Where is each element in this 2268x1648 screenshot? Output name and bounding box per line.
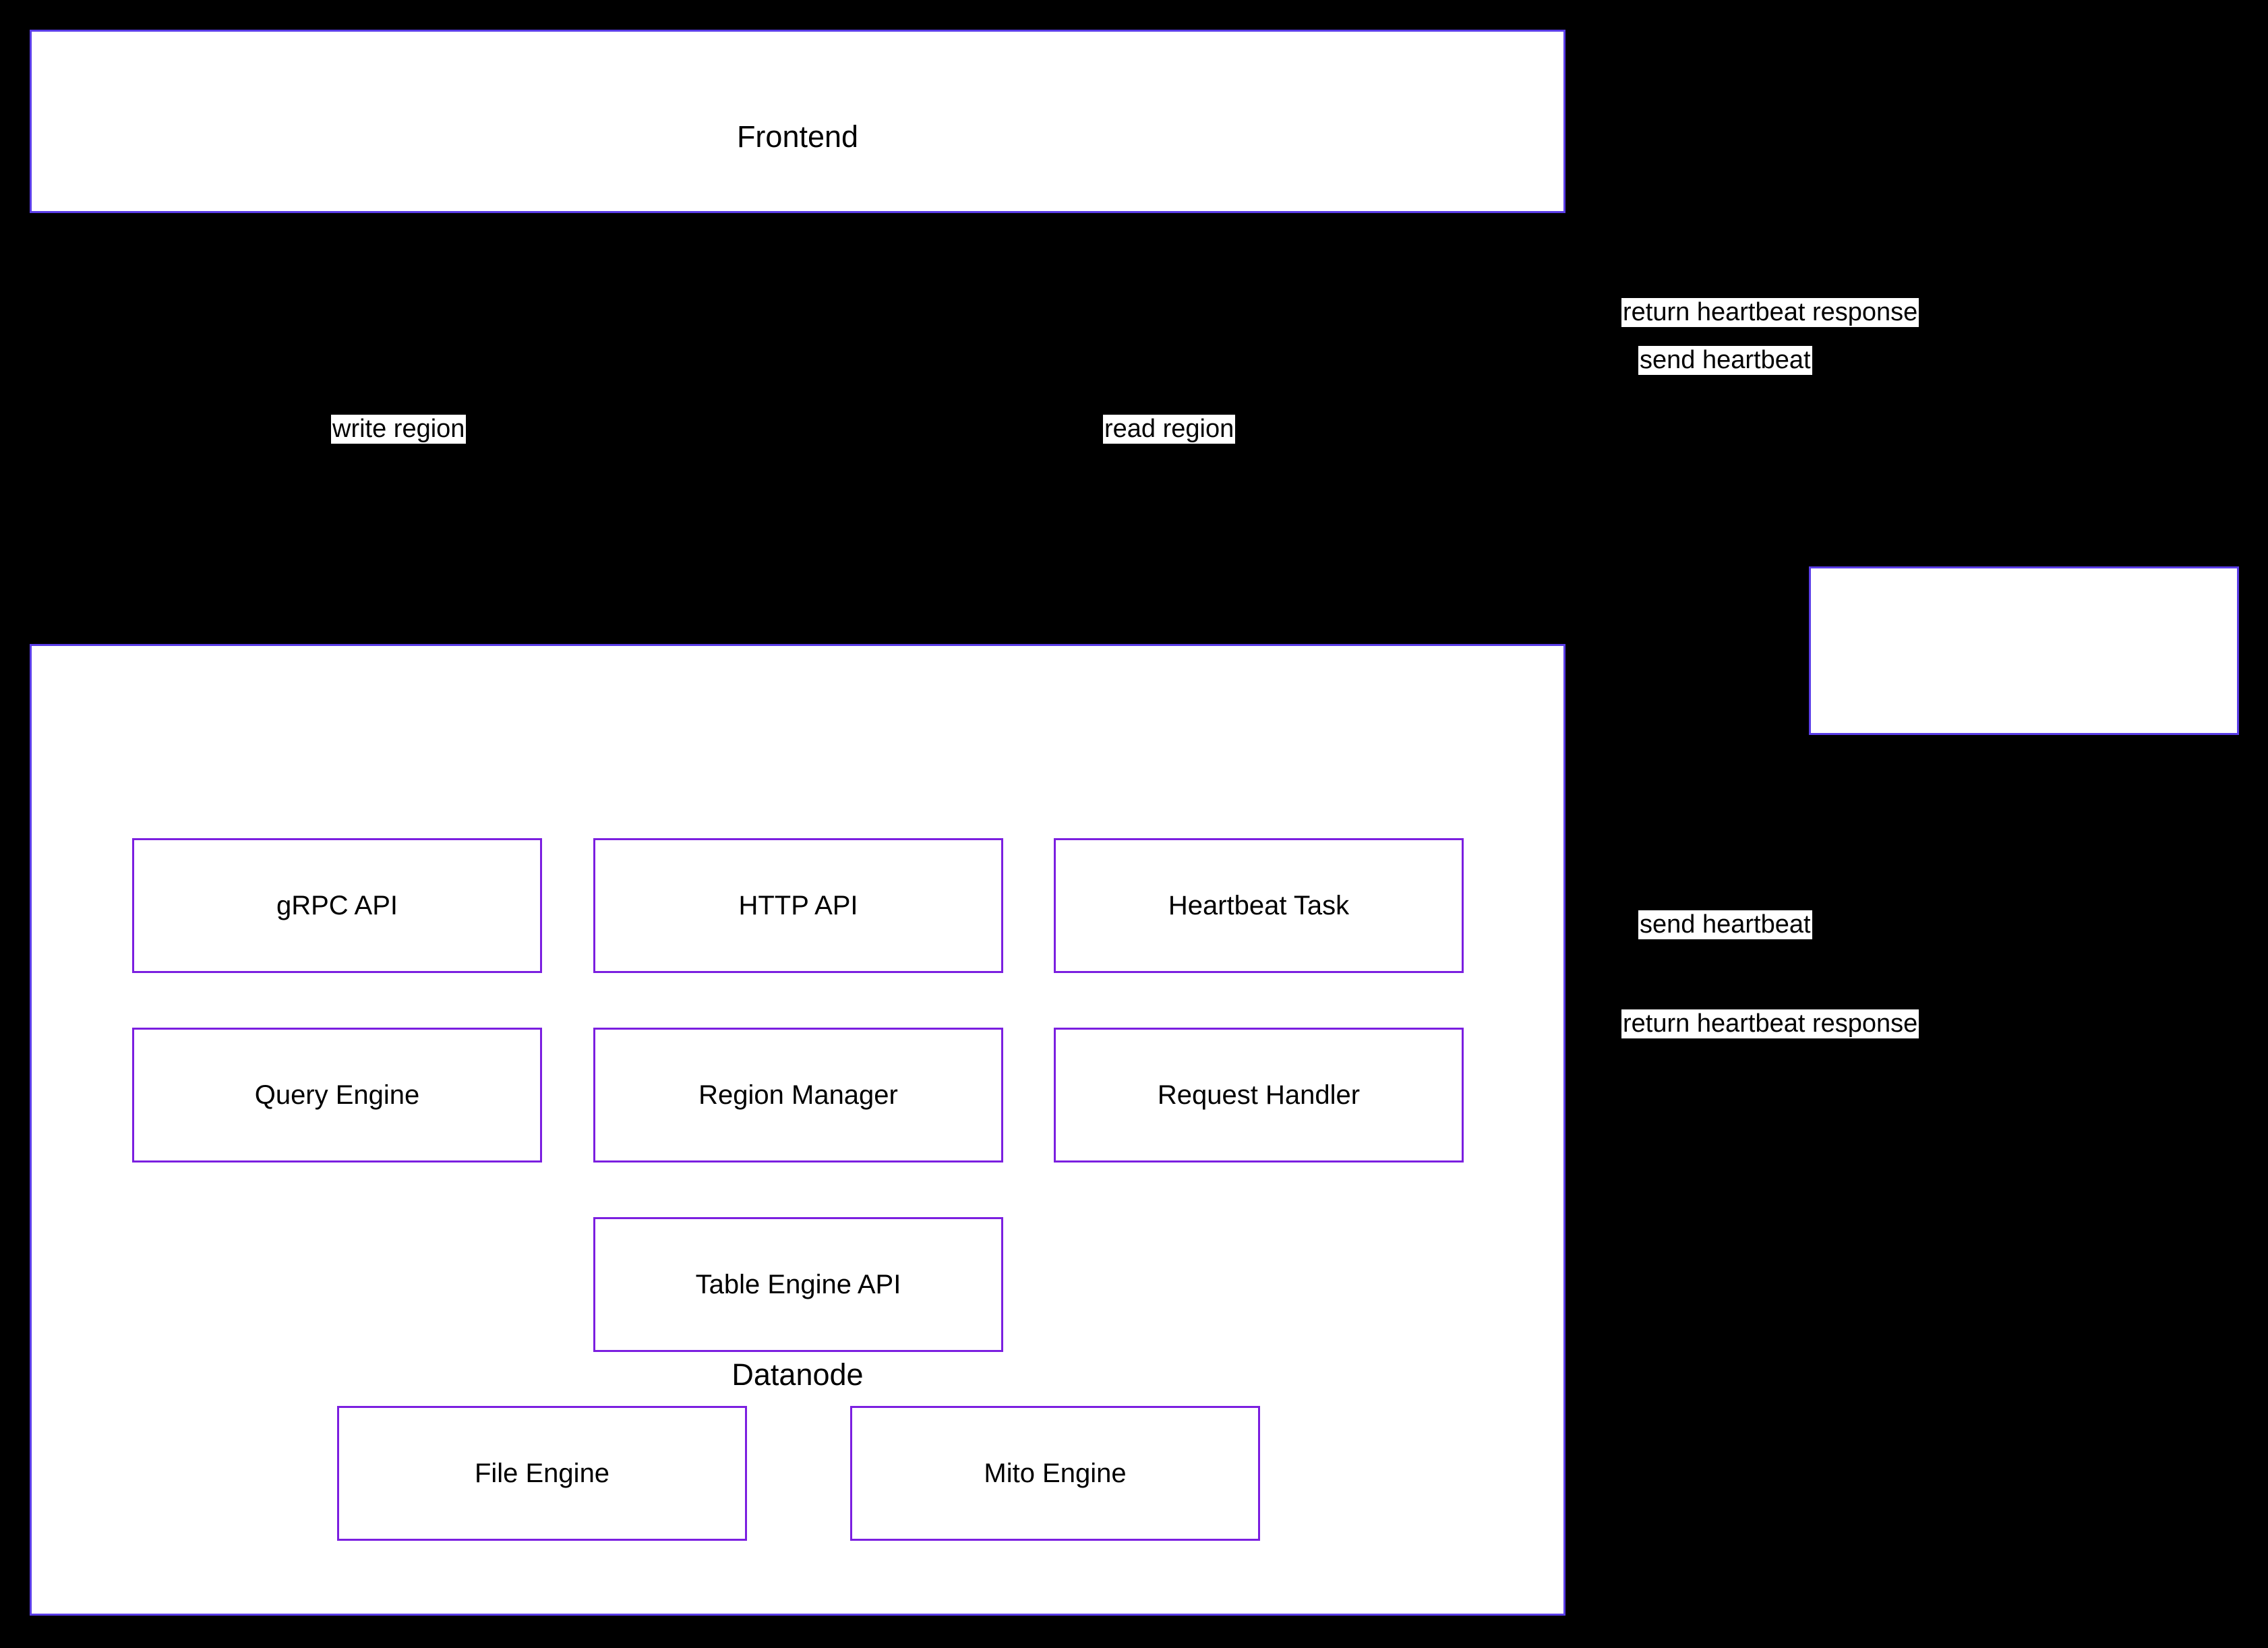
edge-label-return-heartbeat-response-top: return heartbeat response — [1623, 298, 1918, 326]
edge-label-send-heartbeat-top: send heartbeat — [1640, 346, 1811, 374]
component-file-engine[interactable] — [337, 1406, 747, 1541]
component-label: File Engine — [474, 1458, 610, 1488]
component-label: Request Handler — [1157, 1080, 1361, 1110]
component-label: Mito Engine — [984, 1458, 1127, 1488]
edge-label-send-heartbeat-bottom: send heartbeat — [1640, 910, 1811, 939]
component-http-api[interactable] — [593, 838, 1003, 973]
frontend-node[interactable] — [30, 30, 1565, 213]
edge-label-write-region: write region — [332, 415, 465, 443]
component-heartbeat-task[interactable] — [1054, 838, 1464, 973]
component-label: Region Manager — [698, 1080, 898, 1110]
component-label: Query Engine — [254, 1080, 420, 1110]
edge-label-read-region: read region — [1104, 415, 1234, 443]
edge-label-return-heartbeat-response-bottom: return heartbeat response — [1623, 1009, 1918, 1038]
component-label: HTTP API — [738, 890, 858, 920]
meta-server-title: Meta server — [1944, 1196, 2104, 1230]
connector-datanode-meta — [1565, 971, 1809, 973]
component-query-engine[interactable] — [132, 1028, 542, 1163]
component-region-manager[interactable] — [593, 1028, 1003, 1163]
component-label: Table Engine API — [695, 1269, 901, 1299]
component-mito-engine[interactable] — [850, 1406, 1260, 1541]
frontend-title: Frontend — [736, 119, 859, 154]
component-table-engine-api[interactable] — [593, 1217, 1003, 1352]
meta-server-node[interactable] — [1809, 566, 2239, 1230]
component-label: Heartbeat Task — [1168, 890, 1350, 920]
component-grpc-api[interactable] — [132, 838, 542, 973]
datanode-title: Datanode — [732, 1357, 864, 1392]
component-request-handler[interactable] — [1054, 1028, 1464, 1163]
component-label: gRPC API — [276, 890, 398, 920]
